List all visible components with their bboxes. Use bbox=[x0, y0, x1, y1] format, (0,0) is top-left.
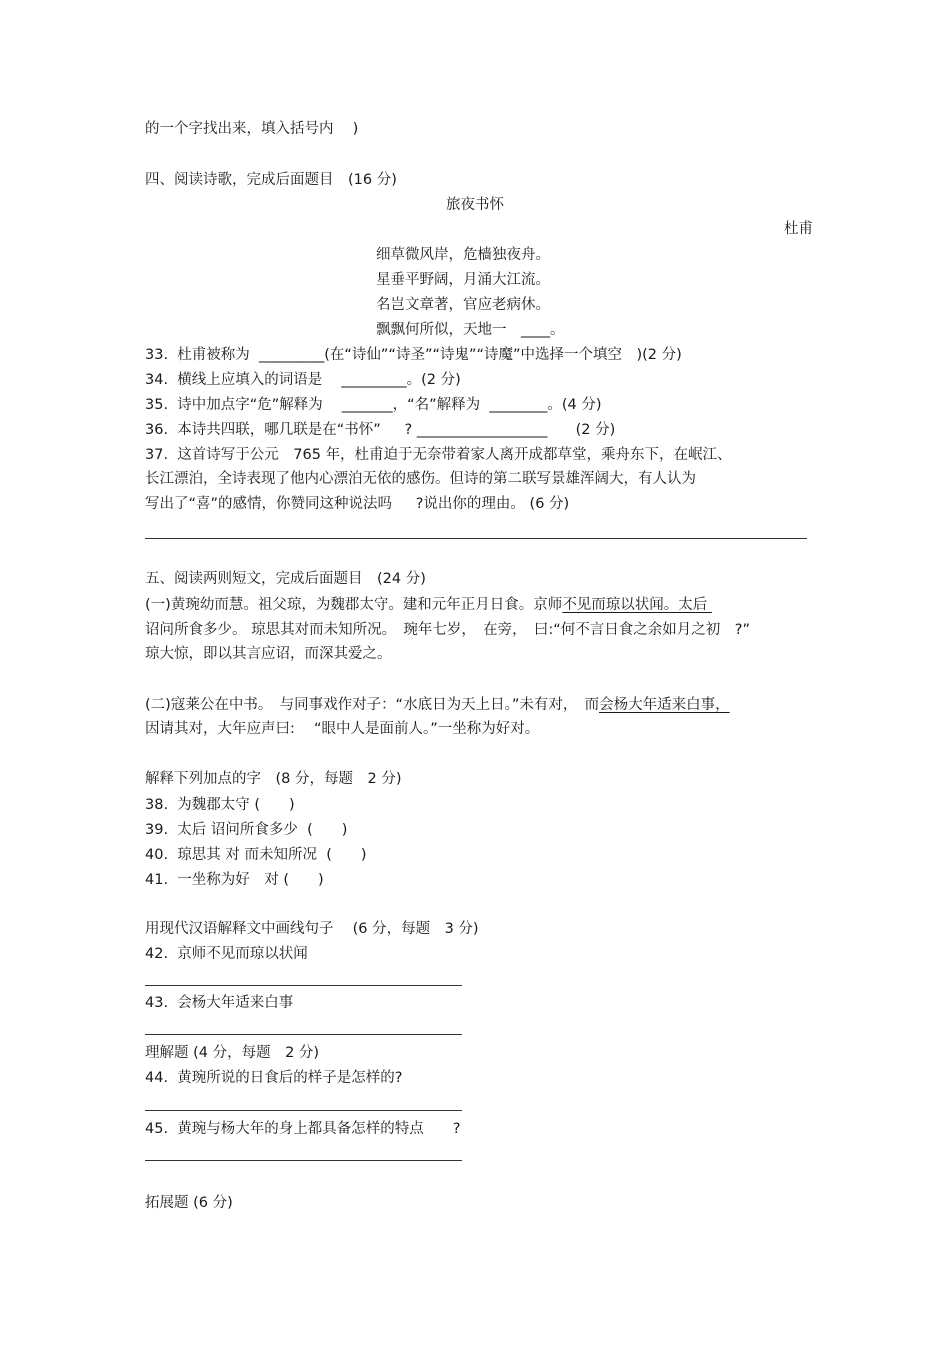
passage1-text: (一)黄琬幼而慧。祖父琼，为魏郡太守。建和元年正月日食。京师 bbox=[145, 597, 563, 613]
question-35: 35. 诗中加点字“危”解释为 _______，“名”解释为 ________。(4 分) bbox=[145, 397, 602, 413]
question-45: 45. 黄琬与杨大年的身上都具备怎样的特点 ? bbox=[145, 1121, 461, 1137]
passage2-line bbox=[145, 696, 730, 714]
poem-line: 名岂文章著，官应老病休。 bbox=[376, 297, 550, 313]
passage1-line: 诏问所食多少。 琼思其对而未知所况。 琬年七岁， 在旁， 曰:“何不言日食之余如月之初 ?” bbox=[145, 622, 750, 638]
answer-line bbox=[145, 985, 462, 986]
answer-line bbox=[145, 1110, 462, 1111]
passage2-line: 因请其对，大年应声曰: “眼中人是面前人。”一坐称为好对。 bbox=[145, 721, 540, 737]
poem-title: 旅夜书怀 bbox=[446, 197, 504, 213]
explain-heading: 解释下列加点的字 (8 分，每题 2 分) bbox=[145, 771, 402, 787]
question-33: 33. 杜甫被称为 _________(在“诗仙”“诗圣”“诗鬼”“诗魔”中选择一个填空 )(2 分) bbox=[145, 347, 682, 363]
answer-line bbox=[145, 538, 807, 539]
underlined-sentence: 会杨大年适来白事， bbox=[599, 697, 730, 713]
answer-line bbox=[145, 1160, 462, 1161]
question-37-cont: 写出了“喜”的感情，你赞同这种说法吗 ?说出你的理由。 (6 分) bbox=[145, 496, 570, 512]
poem-line: 飘飘何所似，天地一 ____。 bbox=[376, 322, 565, 338]
question-41: 41. 一坐称为好 对 ( ) bbox=[145, 872, 324, 888]
question-37: 37. 这首诗写于公元 765 年，杜甫迫于无奈带着家人离开成都草堂，乘舟东下，在岷江、 bbox=[145, 447, 732, 463]
question-40: 40. 琼思其 对 而未知所况 ( ) bbox=[145, 847, 367, 863]
question-42: 42. 京师不见而琼以状闻 bbox=[145, 946, 308, 962]
poem-line: 细草微风岸，危樯独夜舟。 bbox=[376, 247, 550, 263]
passage1-line: 琼大惊，即以其言应诏，而深其爱之。 bbox=[145, 646, 392, 662]
section4-heading: 四、阅读诗歌，完成后面题目 (16 分) bbox=[145, 172, 397, 188]
question-43: 43. 会杨大年适来白事 bbox=[145, 995, 294, 1011]
underlined-sentence: 不见而琼以状闻。太后 bbox=[562, 597, 712, 613]
question-44: 44. 黄琬所说的日食后的样子是怎样的? bbox=[145, 1070, 403, 1086]
translate-heading: 用现代汉语解释文中画线句子 (6 分，每题 3 分) bbox=[145, 921, 479, 937]
poem-line: 星垂平野阔，月涌大江流。 bbox=[376, 272, 550, 288]
question-38: 38. 为魏郡太守 ( ) bbox=[145, 797, 295, 813]
comprehension-heading: 理解题 (4 分，每题 2 分) bbox=[145, 1045, 320, 1061]
extension-heading: 拓展题 (6 分) bbox=[145, 1195, 233, 1211]
continued-instruction: 的一个字找出来，填入括号内 ) bbox=[145, 121, 359, 137]
question-34: 34. 横线上应填入的词语是 _________。(2 分) bbox=[145, 372, 461, 388]
question-36: 36. 本诗共四联，哪几联是在“书怀” ? __________________ (2 分) bbox=[145, 422, 616, 438]
question-37-cont: 长江漂泊，全诗表现了他内心漂泊无依的感伤。但诗的第二联写景雄浑阔大，有人认为 bbox=[145, 471, 696, 487]
answer-line bbox=[145, 1034, 462, 1035]
passage2-text: (二)寇莱公在中书。 与同事戏作对子：“水底日为天上日。”未有对， 而 bbox=[145, 697, 600, 713]
poem-author: 杜甫 bbox=[784, 221, 813, 237]
question-39: 39. 太后 诏问所食多少 ( ) bbox=[145, 822, 348, 838]
section5-heading: 五、阅读两则短文，完成后面题目 (24 分) bbox=[145, 571, 426, 587]
passage1-line bbox=[145, 596, 712, 614]
